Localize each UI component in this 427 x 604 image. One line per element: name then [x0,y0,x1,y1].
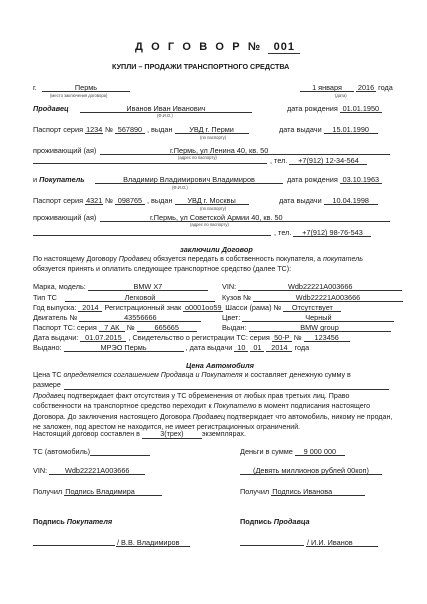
issued-by-label: Выдано: [33,343,62,352]
seller-address-label: проживающий (ая) [33,146,97,155]
buyer-label: Покупатель [39,175,85,184]
ts-line [90,455,150,456]
seller-fio-hint: (Ф.И.О.) [157,113,173,118]
seller-address: г.Пермь, ул Ленина 40, кв. 50 [100,147,390,155]
seller-no-label: № [105,125,113,134]
got-buyer-signature: Подпись Владимира [64,488,162,496]
money-vin: Wdb22221A003666 [49,467,145,475]
buyer-signature-name: / В.В. Владимиров [116,539,190,547]
vehicle-vin: Wdb22221A003666 [238,283,402,291]
seller-birth-label: дата рождения [287,104,338,113]
seller-issued-date-label: дата выдачи [279,125,322,134]
pts-issued-label: Выдан: [222,323,247,332]
buyer-passport-hint: (по паспорту) [200,206,227,211]
money-vin-label: VIN: [33,466,48,475]
vehicle-engine: 43556666 [79,314,201,322]
seller-issued-label: , выдан [146,125,173,134]
buyer-address-hint: (адрес по паспорту) [190,222,229,227]
vehicle-reg: о0001оо59 [185,303,222,312]
sum-label: Деньги в сумме [240,447,293,456]
pts-no-label: № [126,323,135,332]
pts-label: Паспорт ТС: серия [33,323,97,332]
buyer-signature-line [33,545,115,546]
price-heading: Цена Автомобиля [186,361,254,370]
vehicle-date-suffix: года [294,343,310,352]
sign-buyer-label-a: Подпись [33,517,65,526]
seller-passport-number: 567890 [115,126,145,134]
buyer-passport-number: 098765 [115,197,145,205]
buyer-issued-label: , выдан [146,196,173,205]
seller-passport-series: 1234 [86,125,103,134]
seller-issued-date: 15.01.1990 [324,126,378,134]
vehicle-brand: BMW X7 [88,283,208,291]
vin-label: VIN: [222,282,237,291]
vehicle-date-day: 10 [234,344,248,352]
seller-extra-line [33,163,267,164]
seller-passport-label: Паспорт серия [33,125,84,134]
concluded-line-1: По настоящему Договору Продавец обязуется передать в собственность покупателя, а покупатель [33,255,363,263]
buyer-issued-date: 10.04.1998 [324,197,378,205]
seller-label: Продавец [33,104,69,113]
color-label: Цвет: [222,313,241,322]
copies-count: 3(трех) [142,431,202,439]
seller-passport-hint: (по паспорту) [200,135,227,140]
cert-label: , Свидетельство о регистрации ТС: серия [128,333,270,342]
seller-fio: Иванов Иван Иванович [80,105,252,113]
document-subtitle: КУПЛИ – ПРОДАЖИ ТРАНСПОРТНОГО СРЕДСТВА [112,62,290,71]
concluded-line-2: обязуется принять и оплатить следующее транспортное средство (далее ТС): [33,265,292,273]
buyer-birth-label: дата рождения [287,175,338,184]
buyer-passport-label: Паспорт серия [33,196,84,205]
buyer-address: г.Пермь, ул Советской Армии 40, кв. 50 [100,214,390,222]
contract-date: 1 января [300,84,354,92]
year-label: Год выпуска: [33,303,77,312]
vehicle-date-label: , дата выдачи [185,343,233,352]
vehicle-date-month: 01 [250,344,264,352]
seller-address-hint: (адрес по паспорту) [178,155,217,160]
buyer-phone: +7(912) 98-76-543 [293,229,371,237]
sum-value: 9 000 000 [295,448,345,456]
seller-issued-by: УВД г. Перми [175,126,249,134]
sign-buyer-label-b: Покупателя [66,517,113,526]
vehicle-date-year: 2014 [266,344,292,352]
seller-phone-label: , тел. [270,156,288,165]
cert-number: 123456 [304,334,350,342]
seller-phone: +7(912) 12-34-564 [289,157,367,165]
body-label: Кузов № [222,293,251,302]
got-label-seller: Получил [240,487,270,496]
place-city: Пермь [42,84,130,92]
price-amount-line [64,389,389,390]
vehicle-year: 2014 [78,304,102,312]
sign-seller-label-b: Продавца [273,517,310,526]
issue-date-label: Дата выдачи: [33,333,79,342]
engine-label: Двигатель № [33,313,78,322]
sign-seller-label-a: Подпись [240,517,272,526]
price-paragraph: Продавец подтверждает факт отсутствия у ТС обременения от любых прав третьих лиц. Право собственности на транспортное средство переходит к Покупателю в момент подписания настоящего Договора. До заключения настоящего Договора Продавец подтверждает что автомобиль, никому не продан, не заложен, под арестом не находится, не имеет регистрационных ограничений. [33,392,393,432]
brand-label: Марка, модель: [33,282,86,291]
seller-signature-name: / И.И. Иванов [306,539,378,547]
pts-issued: BMW group [249,324,391,332]
got-seller-signature: Подпись Иванова [271,488,365,496]
contract-year: 2016 [357,83,375,92]
type-label: Тип ТС [33,293,57,302]
copies-line: Настоящий договор составлен в 3(трех) экземплярах. [33,430,246,438]
year-suffix: года [378,83,393,92]
buyer-phone-label: , тел. [274,228,292,237]
sum-words: (Девять миллионов рублей 00коп) [240,467,382,475]
date-hint: (дата) [335,93,347,98]
buyer-fio: Владимир Владимирович Владимиров [95,176,283,184]
vehicle-chassis: Отсутствует [283,304,341,312]
seller-birth: 01.01.1950 [340,105,382,113]
buyer-passport-series: 4321 [86,196,103,205]
buyer-issued-by: УВД г. Москвы [175,197,249,205]
chassis-label: Шасси (рама) № [225,303,282,312]
price-size-label: размере [33,381,61,389]
vehicle-type: Легковой [65,294,215,302]
concluded-heading: заключили Договор [180,245,253,254]
ts-label: ТС (автомобиль) [33,447,91,456]
place-hint: (место заключения договора) [50,93,108,98]
buyer-extra-line [33,235,271,236]
buyer-no-label: № [105,196,113,205]
reg-label: Регистрационный знак [104,303,182,312]
place-label: г. [33,83,37,92]
seller-signature-line [240,545,304,546]
buyer-prefix: и [33,175,38,184]
pts-series: 7 АК [99,324,125,332]
buyer-fio-hint: (Ф.И.О.) [172,185,188,190]
vehicle-issued-by: МРЭО Пермь [64,344,184,352]
buyer-birth: 03.10.1963 [340,176,382,184]
cert-series: 50-Р [272,334,292,342]
price-line-1: Цена ТС определяется соглашением Продавца и Покупателя и составляет денежную сумму в [33,371,351,379]
got-label-buyer: Получил [33,487,63,496]
pts-number: 665665 [137,324,197,332]
cert-no-label: № [293,333,302,342]
vehicle-color: Черный [242,314,394,322]
document-title: Д О Г О В О Р № 001 [135,42,300,54]
buyer-issued-date-label: дата выдачи [279,196,322,205]
vehicle-body: Wdb22221A003666 [253,294,403,302]
contract-number: 001 [268,42,300,54]
issue-date: 01.07.2015 [80,334,126,342]
buyer-address-label: проживающий (ая) [33,213,97,222]
